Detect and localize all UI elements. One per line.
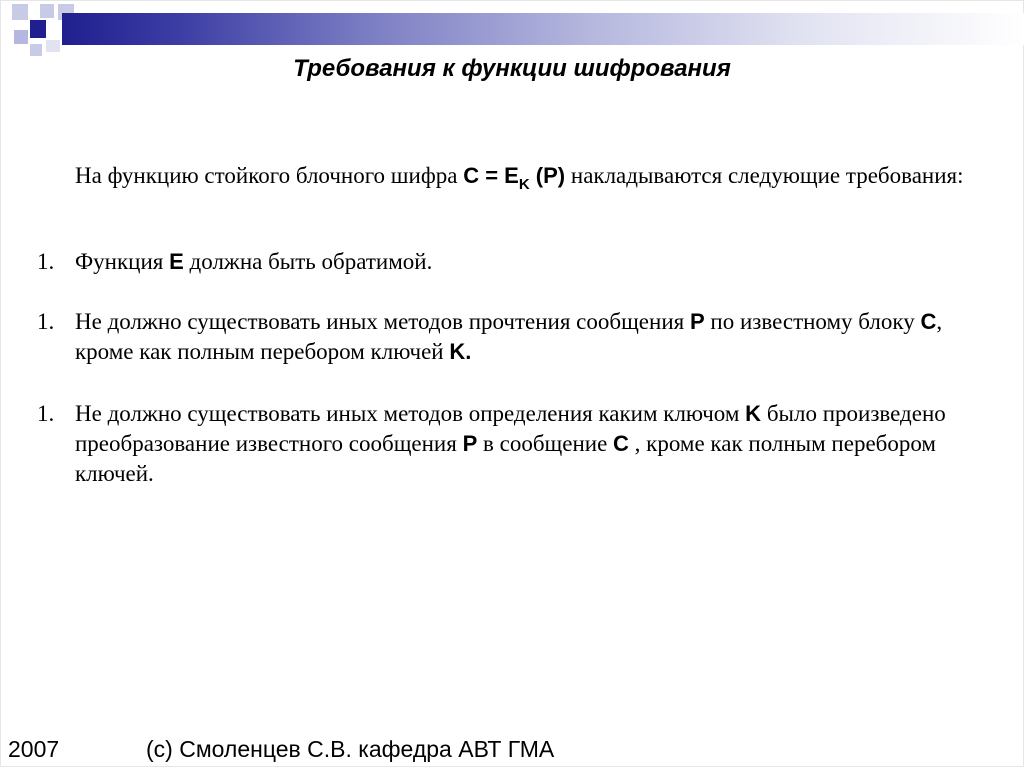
symbol-e: E xyxy=(169,249,184,274)
item-text: Не должно существовать иных методов определения каким ключом xyxy=(75,401,746,426)
list-item xyxy=(37,399,995,489)
intro-paragraph xyxy=(75,161,995,194)
item-text: Не должно существовать иных методов прочтения сообщения xyxy=(75,309,690,334)
symbol-p: P xyxy=(689,309,705,334)
formula-c-e: C = E xyxy=(463,163,519,188)
footer-year: 2007 xyxy=(8,736,60,762)
item-text: по известному блоку xyxy=(704,309,921,334)
item-text: , кроме как полным перебором ключей. xyxy=(75,431,936,486)
item-text: было произведено преобразование известного сообщения xyxy=(75,401,946,456)
item-text: должна быть обратимой. xyxy=(183,249,433,274)
decor-square xyxy=(46,40,60,52)
symbol-c: C xyxy=(613,431,629,456)
symbol-k: K xyxy=(745,401,762,426)
list-item-number: 1. xyxy=(37,401,55,426)
decor-square xyxy=(30,20,46,38)
slide-title: Требования к функции шифрования xyxy=(293,55,731,82)
decor-square xyxy=(40,4,54,18)
item-text: , кроме как полным перебором ключей xyxy=(75,309,943,364)
formula-p: (P) xyxy=(529,163,566,188)
header-gradient-bar xyxy=(62,13,1024,45)
decor-square xyxy=(14,30,28,44)
symbol-p: P xyxy=(462,431,478,456)
list-item xyxy=(37,307,995,367)
decor-square xyxy=(12,4,28,20)
footer-credit: (c) Смоленцев С.В. кафедра АВТ ГМА xyxy=(146,736,555,762)
formula-subscript: K xyxy=(518,176,530,193)
item-text: Функция xyxy=(75,249,170,274)
list-item xyxy=(37,247,995,277)
item-text: в сообщение xyxy=(477,431,614,456)
symbol-c: C xyxy=(920,309,937,334)
intro-text: накладываются следующие требования: xyxy=(565,163,964,188)
intro-text: На функцию стойкого блочного шифра xyxy=(75,163,464,188)
list-item-number: 1. xyxy=(37,249,55,274)
symbol-k: K. xyxy=(449,339,472,364)
list-item-number: 1. xyxy=(37,309,55,334)
